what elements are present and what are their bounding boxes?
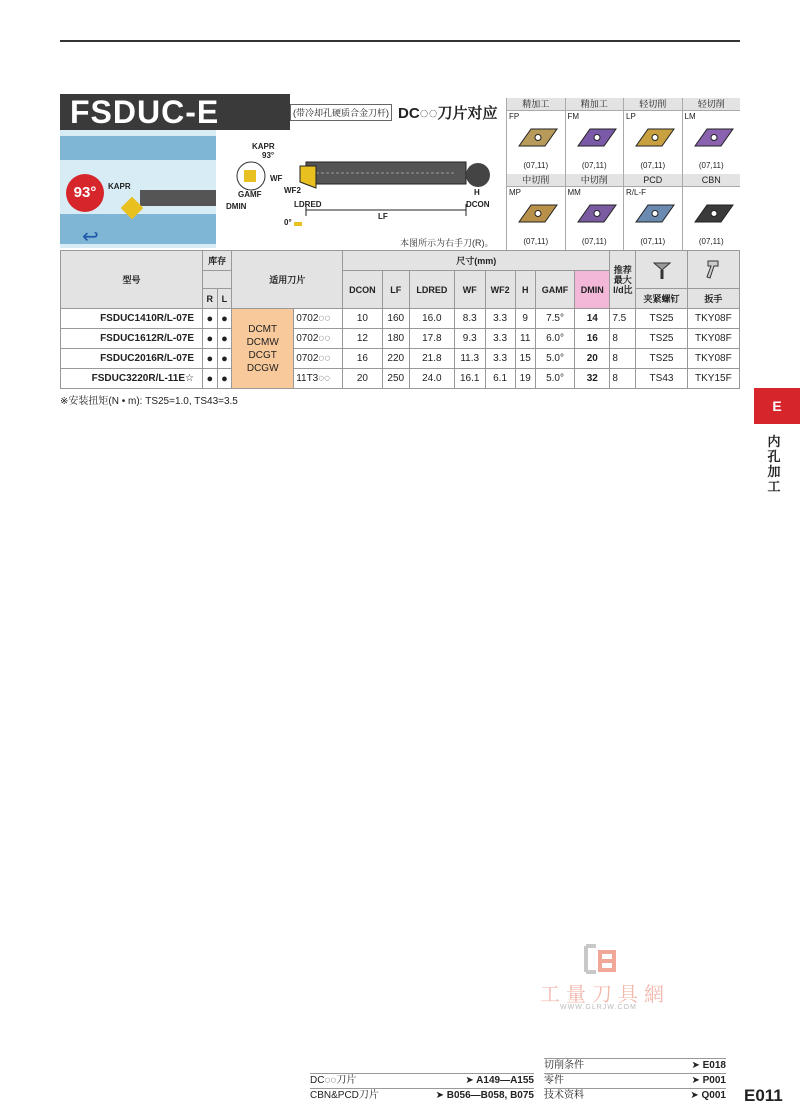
insert-category: 轻切削 (624, 98, 682, 111)
cell-insert-size: 11T3◌◌ (294, 369, 343, 389)
cell-gamf: 5.0° (535, 369, 574, 389)
col-dimensions: 尺寸(mm) (343, 251, 610, 271)
insert-size: (07,11) (581, 161, 607, 170)
insert-code: MP (509, 188, 521, 197)
ref-row[interactable] (544, 1088, 726, 1103)
feed-direction-arrow-icon: ↩ (82, 226, 99, 248)
spec-table (60, 250, 740, 389)
drawing-lf-label: LF (378, 212, 388, 221)
drawing-dcon-label: DCON (466, 200, 490, 209)
insert-diamond-icon (632, 126, 678, 150)
insert-type: DCGW (246, 362, 279, 374)
cell-h: 15 (515, 349, 535, 369)
cell-model: FSDUC3220R/L-11E☆ (61, 369, 203, 389)
cell-ldred: 17.8 (409, 329, 454, 349)
insert-size: (07,11) (523, 237, 549, 246)
cell-h: 11 (515, 329, 535, 349)
hero-illustration (60, 130, 216, 248)
insert-category: 精加工 (507, 98, 565, 111)
product-subtitle (290, 98, 496, 126)
cell-model: FSDUC1410R/L-07E (61, 309, 203, 329)
col-ld-ratio: 推荐最大l/d比 (610, 251, 636, 309)
drawing-dmin-label: DMIN (226, 202, 247, 211)
insert-code: LM (684, 112, 696, 121)
col-gamf: GAMF (535, 271, 574, 309)
insert-card (565, 174, 624, 250)
drawing-kapr-label: KAPR (252, 142, 275, 151)
cell-dcon: 20 (343, 369, 382, 389)
cell-lf: 180 (382, 329, 409, 349)
cell-wrench: TKY08F (687, 329, 739, 349)
cell-dmin: 16 (575, 329, 610, 349)
insert-code: R/L-F (626, 188, 646, 197)
insert-grid (506, 98, 740, 250)
cell-wrench: TKY08F (687, 349, 739, 369)
col-ldred: LDRED (409, 271, 454, 309)
cell-stock-l: ● (217, 349, 232, 369)
insert-category: 精加工 (566, 98, 624, 111)
insert-code: FM (567, 112, 580, 121)
wrench-icon (702, 258, 724, 280)
insert-diamond-icon (691, 126, 737, 150)
cell-dmin: 14 (575, 309, 610, 329)
col-dcon: DCON (343, 271, 382, 309)
drawing-kapr-angle: 93° (262, 151, 275, 160)
insert-type: DCMT (248, 323, 278, 335)
table-row (61, 329, 740, 349)
insert-code: FP (509, 112, 520, 121)
torque-footnote: ※安装扭矩(N • m): TS25=1.0, TS43=3.5 (60, 396, 238, 407)
footer-refs-right (544, 1058, 726, 1103)
cell-stock-r: ● (203, 369, 218, 389)
ref-page-link[interactable]: ➤ B056—B058, B075 (435, 1090, 534, 1101)
top-rule (60, 40, 740, 42)
cell-ldred: 16.0 (409, 309, 454, 329)
cell-insert-types (232, 309, 294, 389)
hero-kapr-label: KAPR (108, 182, 131, 191)
insert-category: 中切削 (566, 174, 624, 187)
ref-label: 零件 (544, 1075, 564, 1086)
col-wrench-icon (687, 251, 739, 289)
col-model: 型号 (61, 251, 203, 309)
cell-insert-size: 0702◌◌ (294, 309, 343, 329)
cell-screw: TS25 (636, 329, 687, 349)
table-row (61, 369, 740, 389)
insert-diamond-icon (574, 126, 620, 150)
insert-card (682, 98, 741, 174)
ref-label: CBN&PCD刀片 (310, 1090, 379, 1101)
ref-page-link[interactable]: ➤ E018 (691, 1060, 726, 1071)
insert-diamond-icon (515, 126, 561, 150)
cell-h: 19 (515, 369, 535, 389)
cell-dcon: 12 (343, 329, 382, 349)
product-header (60, 94, 500, 130)
insert-category: CBN (683, 174, 741, 187)
ref-page-link[interactable]: ➤ Q001 (690, 1090, 726, 1101)
col-dmin: DMIN (575, 271, 610, 309)
col-l: L (217, 289, 232, 309)
insert-code: MM (567, 188, 581, 197)
ref-label: DC◌◌刀片 (310, 1075, 357, 1086)
cell-wf2: 3.3 (485, 349, 515, 369)
ref-page-link[interactable]: ➤ A149—A155 (465, 1075, 534, 1086)
cell-dmin: 32 (575, 369, 610, 389)
ref-label: 技术资料 (544, 1090, 584, 1101)
drawing-wf-label: WF (270, 174, 283, 183)
cell-stock-r: ● (203, 309, 218, 329)
cell-stock-r: ● (203, 349, 218, 369)
cell-lf: 220 (382, 349, 409, 369)
col-screw: 夹紧螺钉 (636, 289, 687, 309)
col-screw-icon (636, 251, 687, 289)
col-wf2: WF2 (485, 271, 515, 309)
ref-row[interactable] (544, 1073, 726, 1088)
watermark-url: WWW.GLRJW.COM (560, 1004, 637, 1011)
insert-size: (07,11) (698, 161, 724, 170)
col-lf: LF (382, 271, 409, 309)
cell-screw: TS25 (636, 309, 687, 329)
cell-wf2: 6.1 (485, 369, 515, 389)
cell-gamf: 5.0° (535, 349, 574, 369)
cell-ldred: 21.8 (409, 349, 454, 369)
bore-wall-top (60, 136, 216, 160)
cell-stock-r: ● (203, 329, 218, 349)
watermark-logo-icon (580, 944, 620, 974)
cell-dcon: 10 (343, 309, 382, 329)
screw-icon (651, 258, 673, 280)
cell-wrench: TKY15F (687, 369, 739, 389)
insert-card (682, 174, 741, 250)
ref-page-link[interactable]: ➤ P001 (691, 1075, 726, 1086)
table-row (61, 309, 740, 329)
watermark-text: 工量刀具網 (540, 984, 670, 1006)
insert-code: LP (626, 112, 636, 121)
cell-screw: TS43 (636, 369, 687, 389)
cell-h: 9 (515, 309, 535, 329)
insert-diamond-icon (691, 202, 737, 226)
ref-row[interactable] (310, 1073, 534, 1088)
cell-screw: TS25 (636, 349, 687, 369)
ref-label: 切削条件 (544, 1060, 584, 1071)
drawing-h-label: H (474, 188, 480, 197)
insert-category: 中切削 (507, 174, 565, 187)
section-tab-letter[interactable]: E (754, 388, 800, 424)
cell-wrench: TKY08F (687, 309, 739, 329)
subtitle-coolant-note: (带冷却孔硬质合金刀杆) (290, 104, 392, 121)
technical-drawing (216, 130, 502, 248)
insert-type: DCMW (246, 336, 279, 348)
insert-size: (07,11) (698, 237, 724, 246)
drawing-zero-angle: 0° (284, 218, 292, 227)
subtitle-insert-compat: DC◌◌刀片对应 (398, 104, 498, 122)
insert-diamond-icon (574, 202, 620, 226)
insert-type: DCGT (248, 349, 277, 361)
insert-size: (07,11) (640, 237, 666, 246)
col-r: R (203, 289, 218, 309)
col-insert: 适用刀片 (232, 251, 343, 309)
ref-row[interactable] (310, 1088, 534, 1103)
col-wrench: 扳手 (687, 289, 739, 309)
cell-insert-size: 0702◌◌ (294, 349, 343, 369)
insert-card (506, 98, 565, 174)
cell-stock-l: ● (217, 369, 232, 389)
col-stock: 库存 (203, 251, 232, 271)
cell-ld-ratio: 8 (610, 329, 636, 349)
cell-dcon: 16 (343, 349, 382, 369)
page-number: E011 (744, 1086, 783, 1105)
cell-wf2: 3.3 (485, 329, 515, 349)
product-title: FSDUC-E (60, 94, 290, 130)
ref-row[interactable] (544, 1058, 726, 1073)
insert-card (623, 98, 682, 174)
cell-ld-ratio: 8 (610, 369, 636, 389)
col-stock-spacer (203, 271, 232, 289)
insert-category: PCD (624, 174, 682, 187)
cell-wf: 9.3 (454, 329, 485, 349)
insert-size: (07,11) (640, 161, 666, 170)
cell-model: FSDUC2016R/L-07E (61, 349, 203, 369)
cell-wf2: 3.3 (485, 309, 515, 329)
cell-stock-l: ● (217, 329, 232, 349)
cell-dmin: 20 (575, 349, 610, 369)
insert-diamond-icon (515, 202, 561, 226)
cell-model: FSDUC1612R/L-07E (61, 329, 203, 349)
cell-lf: 250 (382, 369, 409, 389)
cell-gamf: 7.5° (535, 309, 574, 329)
drawing-wf2-label: WF2 (284, 186, 301, 195)
drawing-gamf-label: GAMF (238, 190, 262, 199)
angle-badge: 93° (66, 174, 104, 212)
cell-stock-l: ● (217, 309, 232, 329)
footer-refs-left (310, 1073, 534, 1103)
cell-ldred: 24.0 (409, 369, 454, 389)
section-tab-label: 内孔加工 (767, 434, 781, 494)
insert-category: 轻切削 (683, 98, 741, 111)
col-wf: WF (454, 271, 485, 309)
insert-size: (07,11) (581, 237, 607, 246)
cell-gamf: 6.0° (535, 329, 574, 349)
drawing-right-hand-note: 本图所示为右手刀(R)。 (400, 238, 494, 248)
drawing-ldred-label: LDRED (294, 200, 322, 209)
col-h: H (515, 271, 535, 309)
boring-bar-shank (140, 190, 216, 206)
cell-insert-size: 0702◌◌ (294, 329, 343, 349)
cell-lf: 160 (382, 309, 409, 329)
insert-size: (07,11) (523, 161, 549, 170)
cell-ld-ratio: 7.5 (610, 309, 636, 329)
cell-wf: 11.3 (454, 349, 485, 369)
cell-ld-ratio: 8 (610, 349, 636, 369)
cell-wf: 16.1 (454, 369, 485, 389)
cell-wf: 8.3 (454, 309, 485, 329)
insert-card (565, 98, 624, 174)
insert-diamond-icon (632, 202, 678, 226)
insert-card (506, 174, 565, 250)
table-row (61, 349, 740, 369)
insert-card (623, 174, 682, 250)
